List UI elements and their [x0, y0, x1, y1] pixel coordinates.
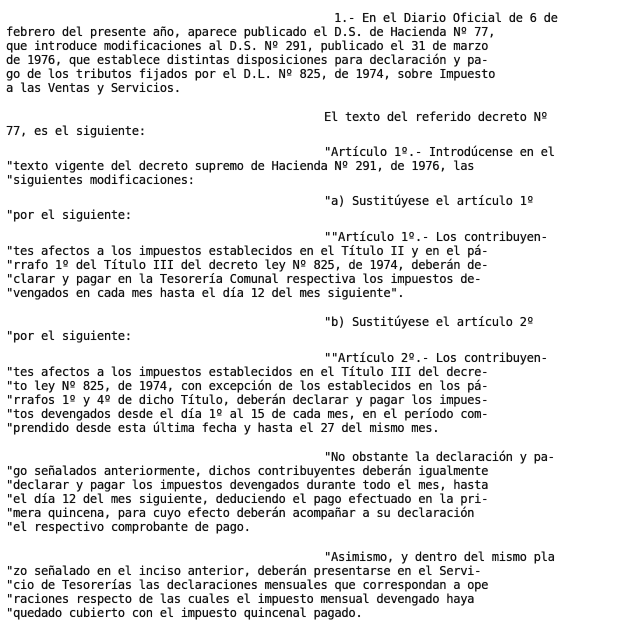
new-article-1-line-1: ""Artículo 1º.- Los contribuyen-: [324, 230, 548, 244]
article-1-line-3: "siguientes modificaciones:: [6, 173, 195, 187]
no-obstante-line-4: "el día 12 del mes siguiente, deduciendo el pago efectuado en la pri-: [6, 492, 489, 506]
new-article-1-line-4: "clarar y pagar en la Tesorería Comunal respectiva los impuestos de-: [6, 272, 482, 286]
asimismo-line-5: "quedado cubierto con el impuesto quincenal pagado.: [6, 606, 363, 620]
no-obstante-line-3: "declarar y pagar los impuestos devengados durante todo el mes, hasta: [6, 478, 489, 492]
article-1-line-2: "texto vigente del decreto supremo de Hacienda Nº 291, de 1976, las: [6, 159, 475, 173]
asimismo-line-2: "zo señalado en el inciso anterior, deberán presentarse en el Servi-: [6, 564, 482, 578]
paragraph-1-line-1: 1.- En el Diario Oficial de 6 de: [334, 11, 558, 25]
no-obstante-line-5: "mera quincena, para cuyo efecto deberán acompañar a su declaración: [6, 506, 475, 520]
paragraph-2-line-1: El texto del referido decreto Nº: [324, 110, 548, 124]
paragraph-1-line-2: febrero del presente año, aparece publicado el D.S. de Hacienda Nº 77,: [6, 25, 496, 39]
item-b-line-2: "por el siguiente:: [6, 329, 132, 343]
asimismo-line-1: "Asimismo, y dentro del mismo pla: [324, 550, 555, 564]
asimismo-line-4: "raciones respecto de las cuales el impuesto mensual devengado haya: [6, 592, 475, 606]
paragraph-1-line-3: que introduce modificaciones al D.S. Nº 291, publicado el 31 de marzo: [6, 39, 489, 53]
new-article-2-line-6: "prendido desde esta última fecha y hasta el 27 del mismo mes.: [6, 421, 440, 435]
paragraph-2-line-2: 77, es el siguiente:: [6, 124, 146, 138]
item-a-line-1: "a) Sustitúyese el artículo 1º: [324, 194, 534, 208]
new-article-2-line-4: "rrafos 1º y 4º de dicho Título, deberán declarar y pagar los impues-: [6, 393, 489, 407]
new-article-2-line-5: "tos devengados desde el día 1º al 15 de cada mes, en el período com-: [6, 407, 489, 421]
item-a-line-2: "por el siguiente:: [6, 208, 132, 222]
new-article-2-line-3: "to ley Nº 825, de 1974, con excepción de los establecidos en los pá-: [6, 379, 489, 393]
paragraph-1-line-4: de 1976, que establece distintas disposiciones para declaración y pa-: [6, 53, 489, 67]
paragraph-1-line-5: go de los tributos fijados por el D.L. Nº 825, de 1974, sobre Impuesto: [6, 67, 496, 81]
no-obstante-line-2: "go señalados anteriormente, dichos contribuyentes deberán igualmente: [6, 464, 489, 478]
new-article-1-line-2: "tes afectos a los impuestos establecidos en el Título II y en el pá-: [6, 244, 489, 258]
new-article-2-line-2: "tes afectos a los impuestos establecidos en el Título III del decre-: [6, 365, 489, 379]
article-1-line-1: "Artículo 1º.- Introdúcense en el: [324, 145, 555, 159]
no-obstante-line-1: "No obstante la declaración y pa-: [324, 450, 555, 464]
asimismo-line-3: "cio de Tesorerías las declaraciones mensuales que correspondan a ope: [6, 578, 489, 592]
new-article-1-line-3: "rrafo 1º del Título III del decreto ley Nº 825, de 1974, deberán de-: [6, 258, 489, 272]
new-article-2-line-1: ""Artículo 2º.- Los contribuyen-: [324, 351, 548, 365]
paragraph-1-line-6: a las Ventas y Servicios.: [6, 81, 181, 95]
new-article-1-line-5: "vengados en cada mes hasta el día 12 del mes siguiente".: [6, 286, 405, 300]
item-b-line-1: "b) Sustitúyese el artículo 2º: [324, 315, 534, 329]
no-obstante-line-6: "el respectivo comprobante de pago.: [6, 520, 251, 534]
